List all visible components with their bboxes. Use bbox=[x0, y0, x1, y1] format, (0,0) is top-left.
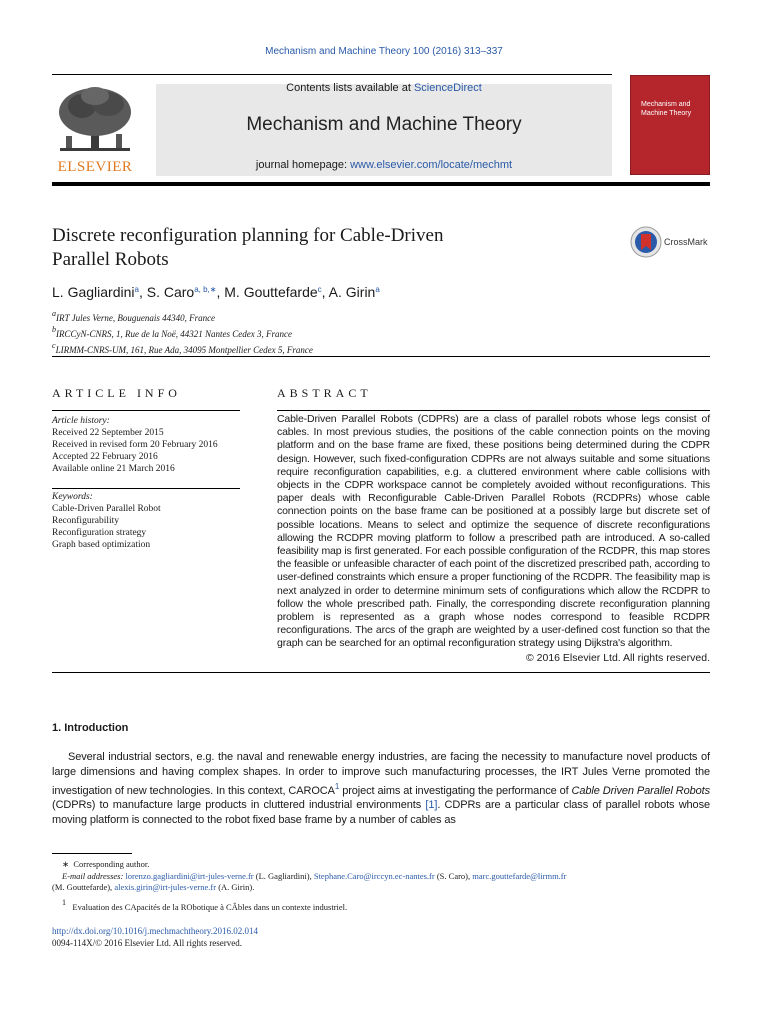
article-info-rule bbox=[52, 410, 240, 411]
email-link[interactable]: lorenzo.gagliardini@irt-jules-verne.fr bbox=[125, 870, 254, 881]
introduction-paragraph: Several industrial sectors, e.g. the naval and renewable energy industries, are facing the necessity to manufacture novel products of large dimensions and having complex shapes. In order to improve such manufacturing processes, the IRT Jules Verne promoted the investigation of new technologies. In this context, CAROCA$^1$ project aims at investigating the performance of Cable Driven Parallel Robots (CDPRs) to manufacture large products in cluttered industrial environments [1]. CDPRs are a particular class of parallel robots whose moving platform is connected to the robot fixed base frame by a number of cables as bbox=[52, 751, 711, 827]
author-affil-sup[interactable]: a bbox=[134, 285, 139, 294]
issn-line: 0094-114X/© 2016 Elsevier Ltd. All rights reserved. bbox=[52, 938, 242, 948]
journal-homepage: journal homepage: www.elsevier.com/locate/mechmt bbox=[255, 159, 513, 171]
article-history bbox=[52, 415, 218, 475]
header-thick-rule bbox=[52, 182, 710, 186]
history-item: Received in revised form 20 February 2016 bbox=[52, 440, 218, 450]
author-name[interactable]: S. Caro bbox=[146, 284, 195, 300]
history-label: Article history: bbox=[52, 416, 110, 426]
author-list: L. Gagliardini$^a$, S. Caro$^{a, b,∗}$, M. Gouttefarde$^c$, A. Girin$^a$ bbox=[52, 284, 380, 300]
cover-title: Mechanism and Machine Theory bbox=[641, 101, 692, 117]
affiliations bbox=[52, 308, 313, 356]
keywords-rule bbox=[52, 488, 240, 489]
header-top-rule bbox=[52, 74, 612, 75]
affiliation-item: $^c$LIRMM-CNRS-UM, 161, Rue Ada, 34095 Montpellier Cedex 5, France bbox=[52, 341, 313, 355]
abstract-copyright: © 2016 Elsevier Ltd. All rights reserved. bbox=[526, 652, 710, 664]
elsevier-logo[interactable] bbox=[52, 84, 152, 176]
email-link[interactable]: Stephane.Caro@irccyn.ec-nantes.fr bbox=[313, 870, 435, 881]
author-affil-sup[interactable]: a bbox=[375, 285, 380, 294]
author-name[interactable]: M. Gouttefarde bbox=[224, 284, 318, 300]
author-affil-sup[interactable]: a, b,∗ bbox=[194, 285, 217, 294]
keyword-item: Reconfiguration strategy bbox=[52, 528, 147, 538]
crossmark-label: CrossMark bbox=[664, 237, 708, 247]
article-info-heading: ARTICLE INFO bbox=[52, 386, 181, 400]
sciencedirect-link[interactable]: ScienceDirect bbox=[413, 82, 482, 94]
crossmark-badge[interactable] bbox=[630, 226, 714, 260]
email-addresses: E-mail addresses: lorenzo.gagliardini@irt-jules-verne.fr (L. Gagliardini), Stephane.Caro@irccyn.ec-nantes.fr (S. Caro), marc.gouttefarde@lirmm.fr bbox=[62, 870, 567, 881]
history-item: Accepted 22 February 2016 bbox=[52, 452, 158, 462]
footnote-1: $^1$ Evaluation des CApacités de la RObotique à CÂbles dans un contexte industriel. bbox=[62, 897, 348, 912]
author-affil-sup[interactable]: c bbox=[317, 285, 322, 294]
crossmark-icon bbox=[630, 226, 662, 258]
doi-link[interactable]: http://dx.doi.org/10.1016/j.mechmachtheory.2016.02.014 bbox=[52, 926, 258, 936]
keyword-item: Cable-Driven Parallel Robot bbox=[52, 504, 161, 514]
journal-citation[interactable]: Mechanism and Machine Theory 100 (2016) 313–337 bbox=[265, 46, 503, 57]
abstract-end-rule bbox=[52, 672, 710, 673]
author-name[interactable]: A. Girin bbox=[328, 284, 376, 300]
citation-ref[interactable]: [1] bbox=[425, 799, 438, 812]
footnote-rule bbox=[52, 853, 132, 854]
history-item: Received 22 September 2015 bbox=[52, 428, 164, 438]
journal-title: Mechanism and Machine Theory bbox=[246, 114, 522, 135]
keywords bbox=[52, 491, 161, 551]
abstract-heading: ABSTRACT bbox=[277, 386, 372, 400]
abstract-rule bbox=[277, 410, 710, 411]
keyword-item: Graph based optimization bbox=[52, 540, 151, 550]
email-addresses-cont: (M. Gouttefarde), alexis.girin@irt-jules-verne.fr (A. Girin). bbox=[52, 882, 255, 892]
author-name[interactable]: L. Gagliardini bbox=[52, 284, 135, 300]
abstract-text: Cable-Driven Parallel Robots (CDPRs) are a class of parallel robots whose legs consist of cables. In most previous studies, the positions of the cable connection points on the moving platform and on the base frame are fixed, these positions being determined during the CDPR design. However, such fixed-configuration CDPRs are not always suitable and some situations require reconfiguration capabilities, e.g. a cluttered environment where cable collisions with objects in the CDPR workspace cannot be completely avoided without reconfigurations. This paper deals with Reconfigurable Cable-Driven Parallel Robots (RCDPRs) whose cable connection points on the base frame can be positioned at a possibly large but discrete set of possible locations. Means to select and optimize the sequence of discrete reconfigurations allowing the RCDPR moving platform to follow a prescribed path are introduced. A so-called feasibility map is first generated. For each possible configuration of the RCDPR, this map stores the feasible or unfeasible character of each point of the discretized prescribed path, according to user-defined constraints which ensure a proper functioning of the RCDPR. The feasibility map is next analyzed in order to determine minimum sets of configurations which allow the RCDPR to follow the whole prescribed path. Finally, the corresponding discrete reconfiguration planning problem is represented as a graph whose nodes correspond to feasible RCDPR reconfigurations. The arcs of the graph are weighted by a user-defined cost function so that the graph can be searched for an optimal reconfiguration strategy using Dijkstra's algorithm. bbox=[277, 413, 710, 650]
elsevier-wordmark: ELSEVIER bbox=[57, 159, 133, 175]
footnote-ref[interactable]: 1 bbox=[334, 781, 340, 791]
footnotes bbox=[52, 859, 710, 913]
email-link[interactable]: marc.gouttefarde@lirmm.fr bbox=[472, 870, 567, 881]
doi-block bbox=[52, 925, 258, 949]
corresponding-author-note: ∗ Corresponding author. bbox=[62, 859, 150, 869]
contents-line: Contents lists available at ScienceDirect bbox=[286, 82, 482, 94]
affiliation-item: $^b$IRCCyN-CNRS, 1, Rue de la Noë, 44321 Nantes Cedex 3, France bbox=[52, 325, 292, 339]
elsevier-tree-icon bbox=[52, 84, 138, 158]
email-link[interactable]: alexis.girin@irt-jules-verne.fr bbox=[114, 882, 217, 892]
section-rule bbox=[52, 356, 710, 357]
affiliation-item: $^a$IRT Jules Verne, Bouguenais 44340, France bbox=[52, 309, 216, 323]
homepage-link[interactable]: www.elsevier.com/locate/mechmt bbox=[350, 159, 513, 171]
history-item: Available online 21 March 2016 bbox=[52, 464, 175, 474]
keyword-item: Reconfigurability bbox=[52, 516, 120, 526]
section-heading-introduction: 1. Introduction bbox=[52, 722, 129, 734]
keywords-label: Keywords: bbox=[52, 492, 93, 502]
paper-title: Discrete reconfiguration planning for Cable-Driven Parallel Robots bbox=[52, 225, 444, 270]
journal-cover-image[interactable] bbox=[630, 75, 710, 175]
